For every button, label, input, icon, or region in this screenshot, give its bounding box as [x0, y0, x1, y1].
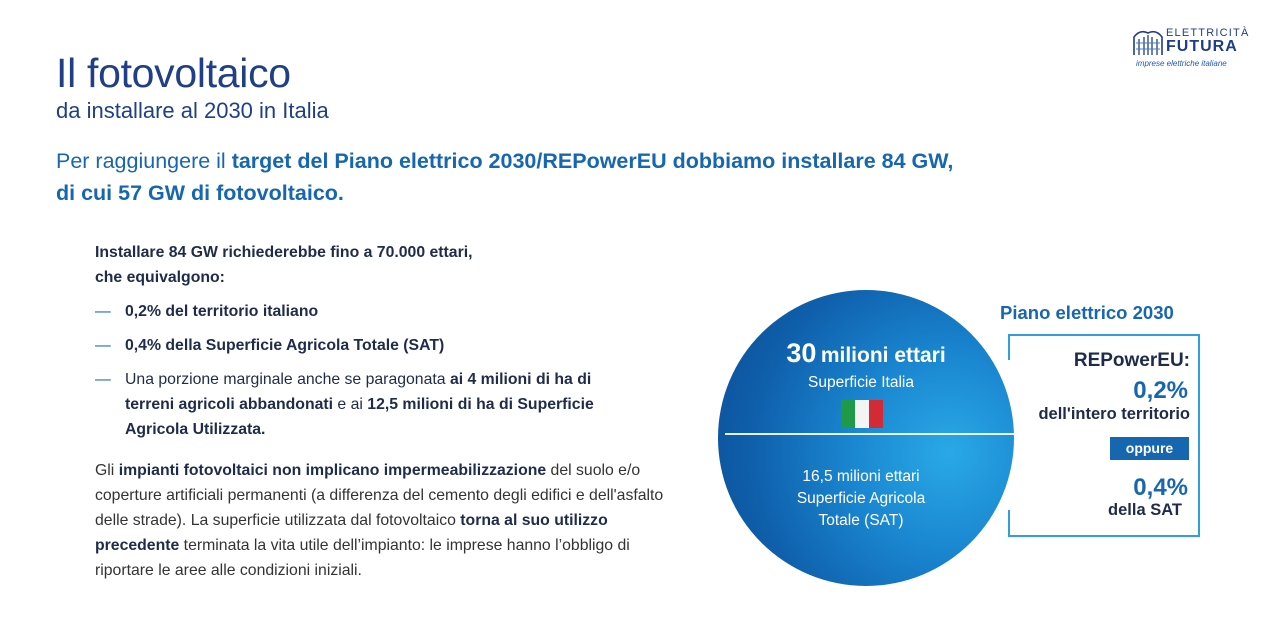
sat-percentage: 0,4% [1133, 474, 1188, 501]
logo-line-2: FUTURA [1166, 38, 1238, 55]
page-subtitle: da installare al 2030 in Italia [56, 98, 329, 123]
sat-area [718, 466, 1004, 532]
dash-marker: — [95, 371, 111, 388]
list-item [95, 333, 685, 358]
page-title: Il fotovoltaico [56, 50, 291, 96]
intro-line-2: che equivalgono: [95, 269, 225, 286]
bullet-3-part-4: 12,5 milioni di ha di Superficie Agricola Utilizzata. [125, 396, 594, 438]
bullet-3-part-1: Una porzione marginale anche se paragonata [125, 371, 450, 388]
italy-area-unit: milioni ettari [820, 344, 946, 367]
logo-tagline: imprese elettriche italiane [1136, 59, 1227, 68]
para-part-1: Gli [95, 462, 119, 479]
logo-line-1: ELETTRICITÀ [1166, 27, 1250, 39]
para-part-3: del suolo e/o coperture artificiali permanenti (a differenza del cemento degli edifici e dell'asfalto delle strade). La superficie utilizzata dal fotovoltaico [95, 462, 664, 529]
sat-line-2: Superficie Agricola [796, 490, 926, 507]
circle-divider [725, 433, 1020, 435]
italy-area-label: Superficie Italia [808, 374, 914, 391]
flag-red-stripe [869, 400, 883, 428]
territory-label: dell'intero territorio [1038, 405, 1190, 423]
content-column [95, 240, 685, 583]
paragraph [95, 458, 685, 583]
bullet-3-part-2: ai 4 milioni di ha di terreni agricoli abbandonati [125, 371, 592, 413]
dash-marker: — [95, 337, 111, 354]
logo-emblem-icon [1132, 29, 1164, 57]
oppure-badge: oppure [1110, 437, 1189, 460]
area-circle [718, 290, 1014, 586]
bullet-text-1: 0,2% del territorio italiano [125, 303, 319, 320]
target-text-2: target del Piano elettrico 2030/REPowerEU dobbiamo installare 84 GW, [231, 149, 954, 173]
sat-label: della SAT [1108, 501, 1182, 519]
list-item [95, 367, 685, 442]
para-part-2: impianti fotovoltaici non implicano impermeabilizzazione [118, 462, 547, 479]
sat-line-3: Totale (SAT) [818, 512, 904, 529]
intro-line-1: Installare 84 GW richiederebbe fino a 70.000 ettari, [95, 244, 473, 261]
sat-line-1: 16,5 milioni ettari [802, 468, 920, 485]
bullet-3-part-3: e ai [333, 396, 368, 413]
bullet-text-2: 0,4% della Superficie Agricola Totale (SAT) [125, 337, 445, 354]
para-part-4: torna al suo utilizzo precedente [95, 512, 608, 554]
dash-marker: — [95, 303, 111, 320]
company-logo [1132, 27, 1252, 71]
target-statement [56, 145, 953, 209]
flag-green-stripe [841, 400, 855, 428]
repower-label: REPowerEU: [1073, 350, 1190, 371]
target-text-1: Per raggiungere il [56, 149, 232, 173]
target-text-3: di cui 57 GW di fotovoltaico. [56, 181, 344, 205]
intro-text [95, 240, 685, 290]
italy-area-number: 30 [786, 338, 817, 368]
para-part-5: terminata la vita utile dell’impianto: le imprese hanno l’obbligo di riportare le aree alle condizioni iniziali. [95, 537, 630, 579]
territory-percentage: 0,2% [1133, 377, 1188, 404]
italy-area [718, 338, 1014, 369]
list-item [95, 299, 685, 324]
flag-white-stripe [855, 400, 869, 428]
italian-flag-icon [841, 400, 883, 428]
panel-title: Piano elettrico 2030 [1000, 302, 1174, 323]
